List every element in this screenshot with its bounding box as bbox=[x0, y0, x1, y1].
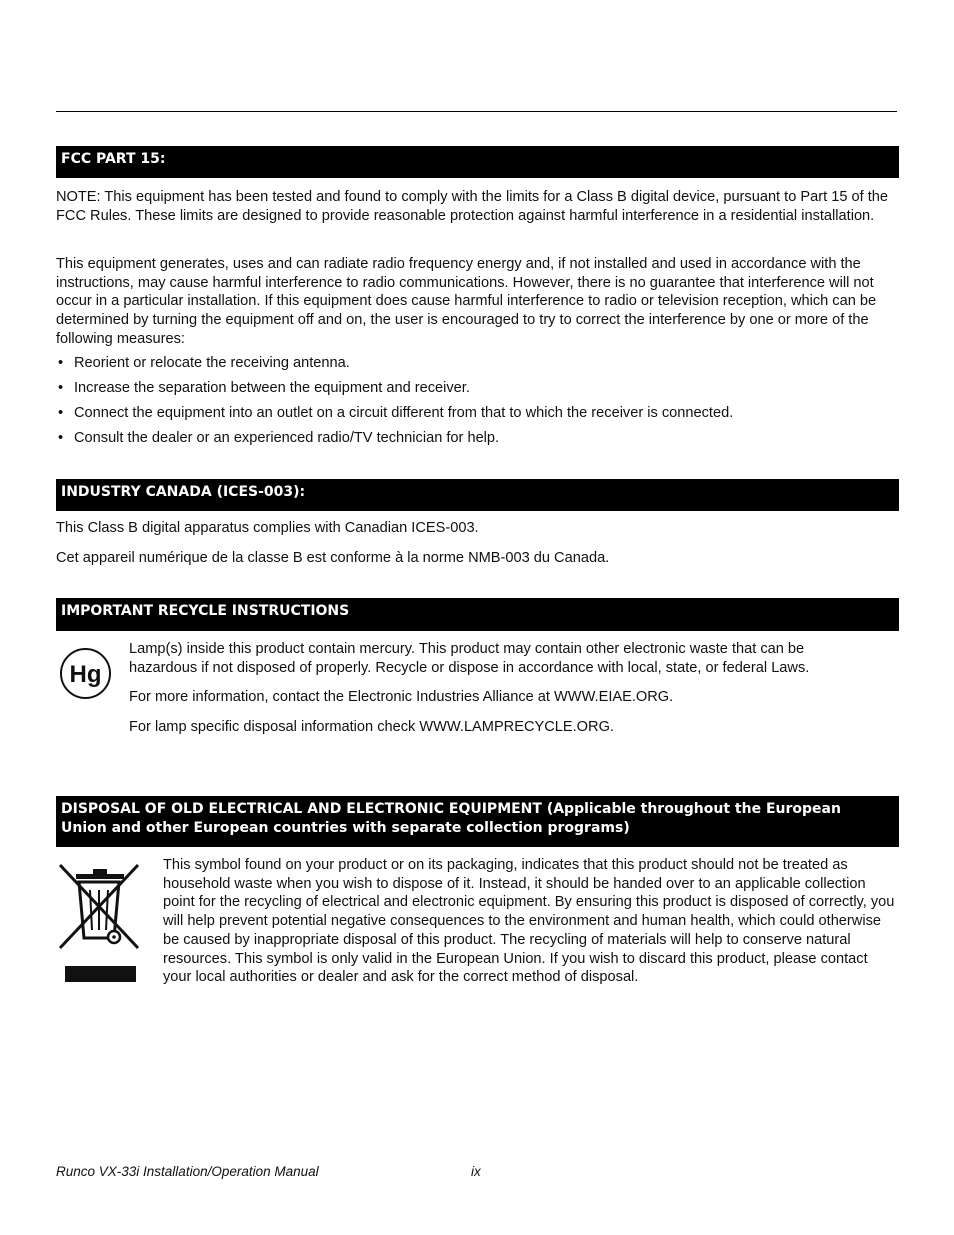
canada-heading bbox=[56, 479, 899, 511]
measure-text: Increase the separation between the equipment and receiver. bbox=[74, 380, 470, 396]
canada-english: This Class B digital apparatus complies with Canadian ICES-003. bbox=[56, 520, 479, 536]
disposal-heading bbox=[56, 796, 899, 847]
mercury-icon-label: Hg bbox=[69, 661, 102, 688]
bullet-marker: • bbox=[58, 355, 64, 371]
disposal-body: This symbol found on your product or on its packaging, indicates that this product should not be treated as household waste when you wish to dispose of it. Instead, it should be handed over to an applicable collection point for the recycling of electrical and electronic equipment. By ensuring this product is disposed of correctly, you will help prevent potential negative consequences to the environment and human health, which could otherwise be caused by inappropriate disposal of this product. The recycling of materials will help to conserve natural resources. This symbol is only valid in the European Union. If you wish to discard this product, please contact your local authorities or dealer and ask for the correct method of disposal. bbox=[163, 857, 895, 986]
recycle-lamp: Lamp(s) inside this product contain mercury. This product may contain other electronic waste that can be hazardous if not disposed of properly. Recycle or dispose in accordance with local, state, or federal Laws. bbox=[129, 641, 810, 676]
measure-text: Consult the dealer or an experienced radio/TV technician for help. bbox=[74, 430, 500, 446]
fcc-note: NOTE: This equipment has been tested and found to comply with the limits for a Class B digital device, pursuant to Part 15 of the FCC Rules. These limits are designed to provide reasonable protection against harmful interference in a residential installation. bbox=[56, 189, 889, 224]
fcc-heading-text: FCC PART 15: bbox=[61, 151, 166, 167]
measure-text: Connect the equipment into an outlet on a circuit different from that to which the receiver is connected. bbox=[74, 405, 734, 421]
footer-manual-title: Runco VX-33i Installation/Operation Manual bbox=[56, 1164, 319, 1179]
crossed-out-bin-icon bbox=[58, 862, 140, 984]
fcc-body: This equipment generates, uses and can radiate radio frequency energy and, if not installed and used in accordance with the instructions, may cause harmful interference to radio communications. However, there is no guarantee that interference will not occur in a particular installation. If this equipment does cause harmful interference to radio or television reception, which can be determined by turning the equipment off and on, the user is encouraged to try to correct the interference by one or more of the following measures: bbox=[56, 256, 877, 347]
recycle-heading-text: IMPORTANT RECYCLE INSTRUCTIONS bbox=[61, 603, 350, 619]
recycle-lamp-disposal: For lamp specific disposal information check WWW.LAMPRECYCLE.ORG. bbox=[129, 719, 614, 735]
recycle-more-info: For more information, contact the Electronic Industries Alliance at WWW.EIAE.ORG. bbox=[129, 689, 674, 705]
canada-french: Cet appareil numérique de la classe B est conforme à la norme NMB-003 du Canada. bbox=[56, 550, 610, 566]
bullet-marker: • bbox=[58, 405, 64, 421]
bullet-marker: • bbox=[58, 380, 64, 396]
bullet-marker: • bbox=[58, 430, 64, 446]
fcc-heading bbox=[56, 146, 899, 178]
disposal-heading-line1: DISPOSAL OF OLD ELECTRICAL AND ELECTRONIC EQUIPMENT (Applicable throughout the European bbox=[61, 801, 841, 817]
mercury-icon bbox=[59, 647, 112, 700]
disposal-heading-line2: Union and other European countries with separate collection programs) bbox=[61, 820, 630, 836]
measure-text: Reorient or relocate the receiving antenna. bbox=[74, 355, 350, 371]
top-rule bbox=[56, 111, 897, 112]
page-number: ix bbox=[471, 1164, 481, 1179]
canada-heading-text: INDUSTRY CANADA (ICES-003): bbox=[61, 484, 306, 500]
recycle-heading bbox=[56, 598, 899, 631]
